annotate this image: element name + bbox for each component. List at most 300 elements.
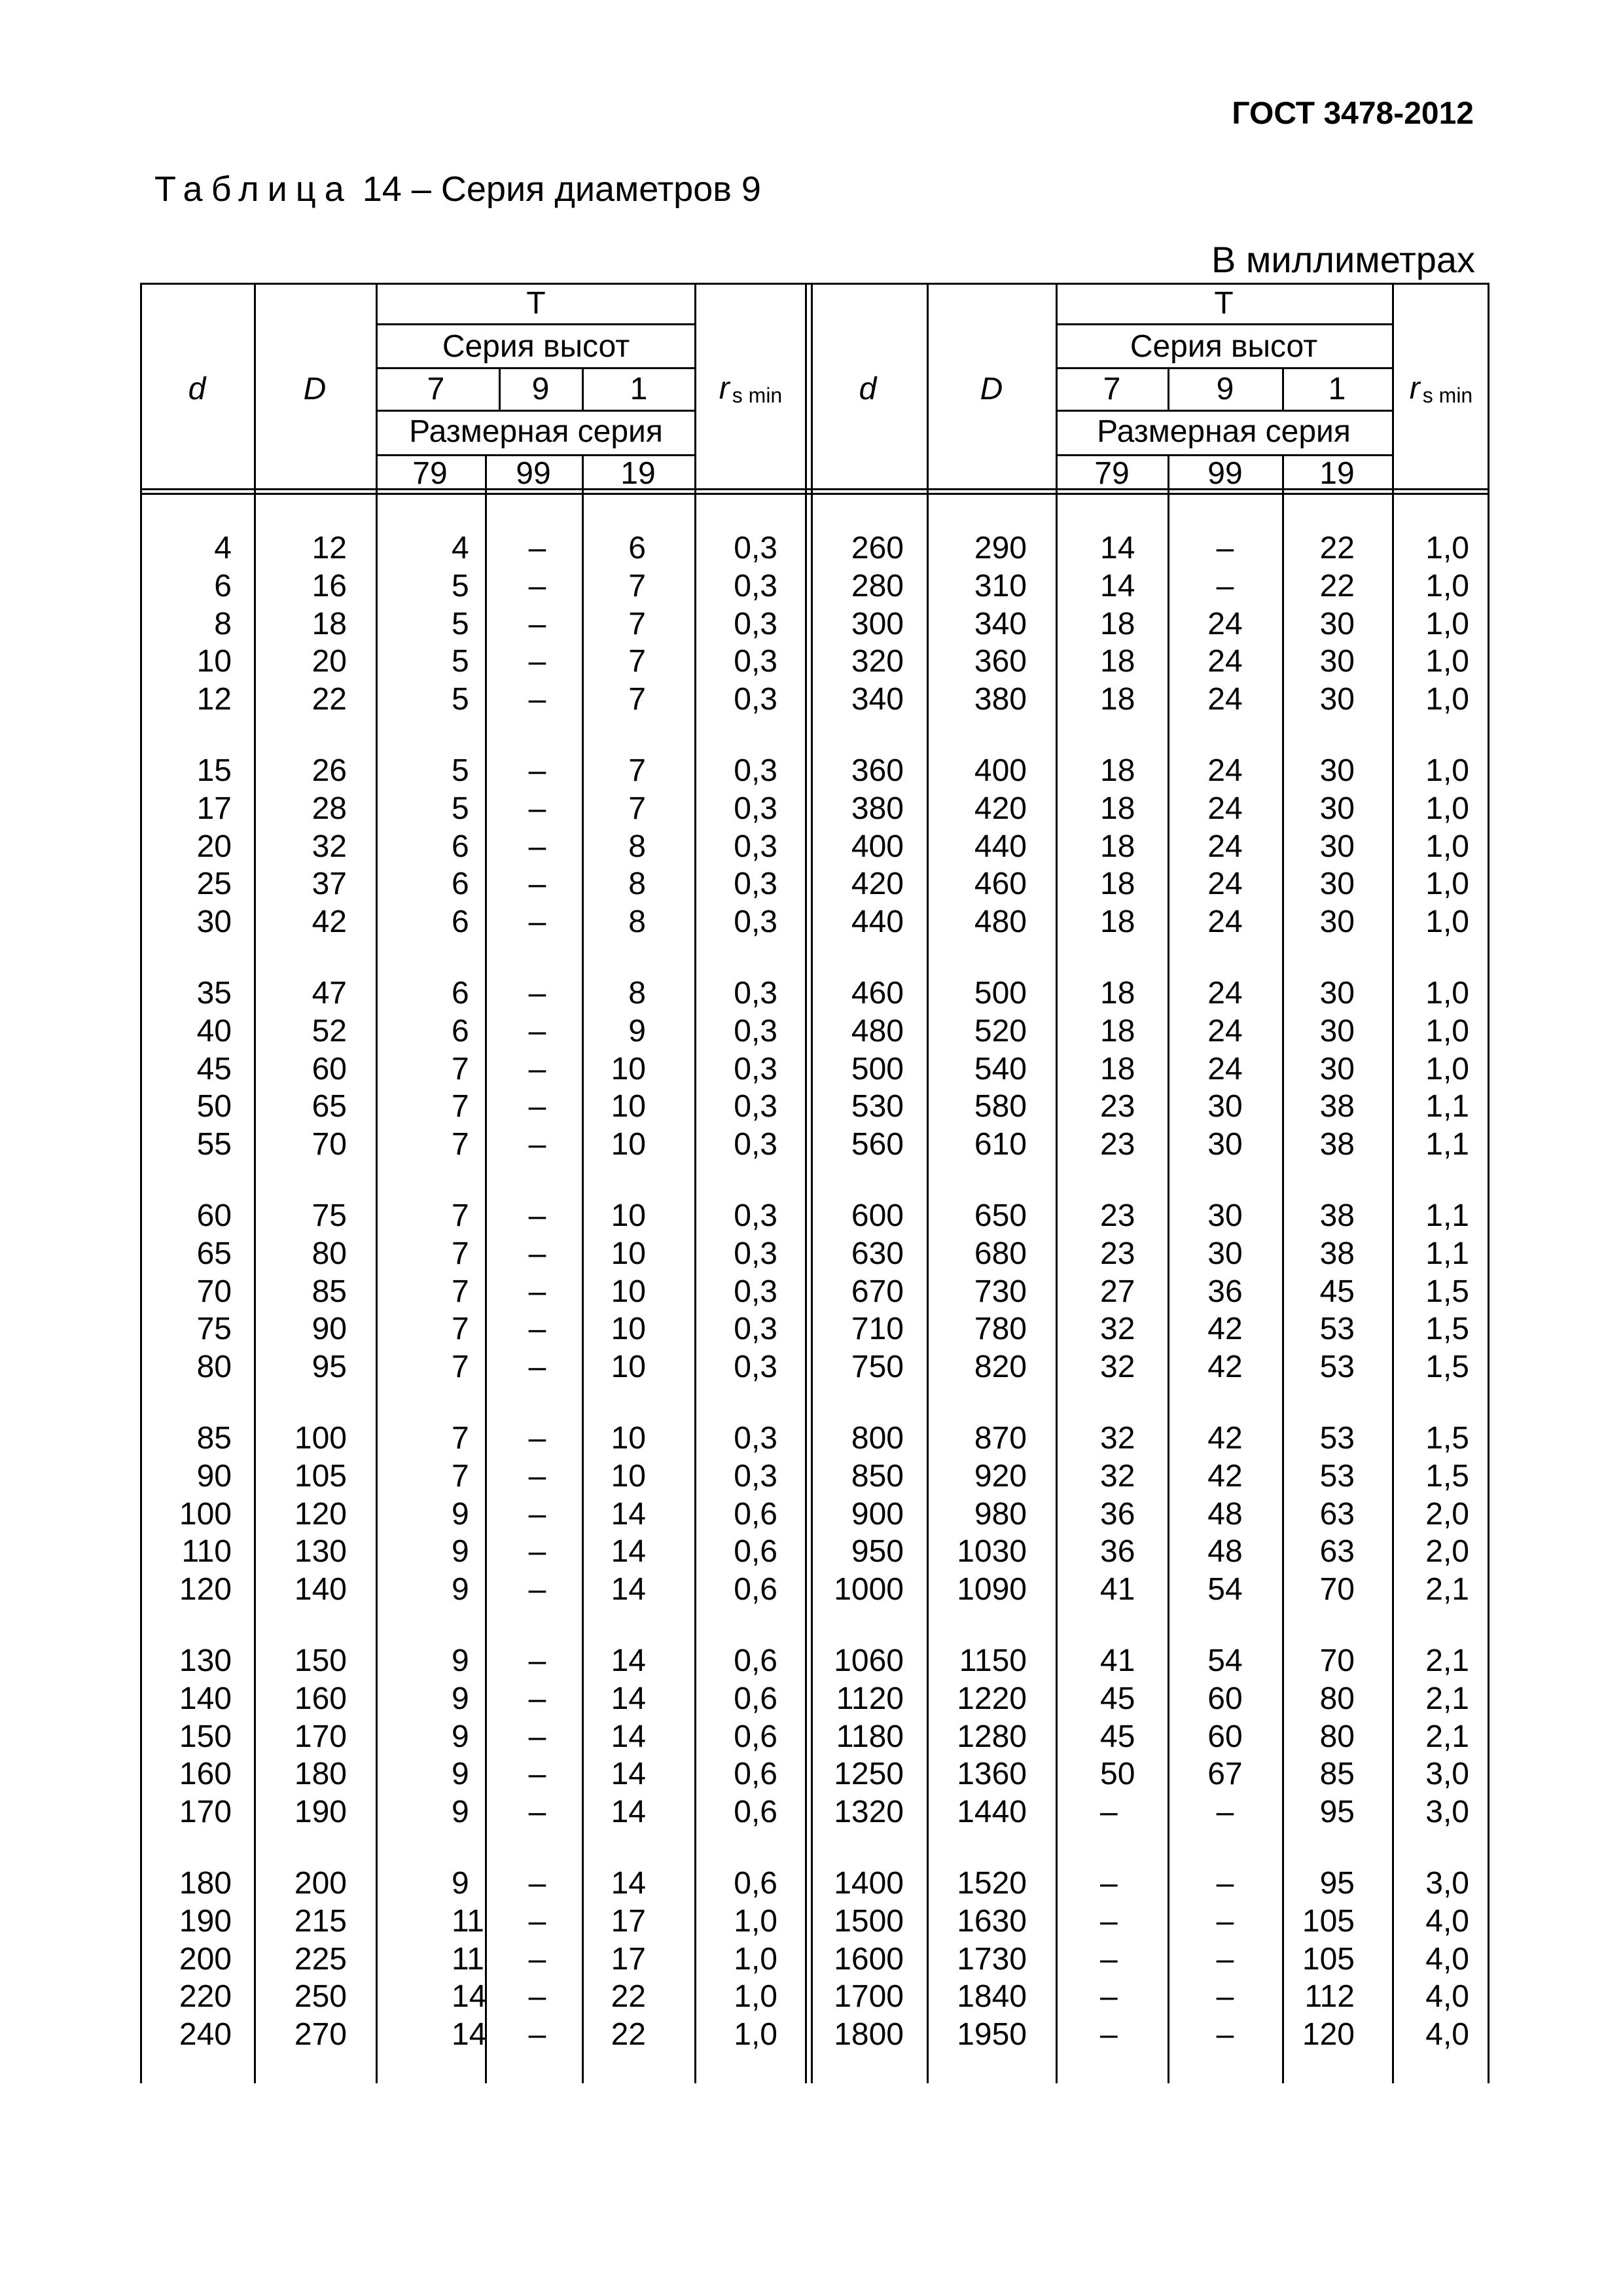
cell-D-right: 780 [974, 1312, 1027, 1347]
cell-t7-right: 41 [1100, 1572, 1135, 1607]
cell-t7-left: 9 [452, 1757, 469, 1792]
cell-rsmin-left: 0,3 [734, 1350, 777, 1385]
cell-d-left: 17 [196, 791, 232, 826]
cell-D-right: 1090 [957, 1572, 1027, 1607]
cell-t1-left: 10 [611, 1350, 646, 1385]
cell-rsmin-right: 1,5 [1425, 1350, 1469, 1385]
r-symbol: r [1409, 371, 1420, 406]
cell-D-right: 360 [974, 644, 1027, 679]
cell-t1-left: 7 [628, 644, 646, 679]
cell-d-right: 560 [851, 1127, 904, 1162]
cell-t1-right: 53 [1319, 1312, 1355, 1347]
cell-t9-right: 48 [1207, 1496, 1243, 1532]
cell-t1-right: 95 [1319, 1866, 1355, 1901]
cell-D-right: 1150 [959, 1643, 1027, 1678]
cell-D-right: 1840 [957, 1979, 1027, 2015]
cell-t1-right: 30 [1319, 905, 1355, 940]
cell-t1-left: 17 [611, 1903, 646, 1939]
cell-d-right: 1060 [834, 1643, 904, 1678]
cell-rsmin-left: 0,3 [734, 1421, 777, 1456]
cell-d-left: 35 [196, 976, 232, 1011]
cell-t1-left: 8 [628, 829, 646, 864]
cell-d-right: 400 [851, 829, 904, 864]
column-divider [376, 283, 378, 2083]
cell-t9-right: 24 [1207, 682, 1243, 717]
cell-rsmin-left: 0,6 [734, 1866, 777, 1901]
cell-rsmin-right: 1,5 [1425, 1421, 1469, 1456]
cell-t7-left: 6 [452, 976, 469, 1011]
cell-rsmin-left: 0,3 [734, 1312, 777, 1347]
cell-t7-right: 36 [1100, 1534, 1135, 1570]
cell-t1-right: 30 [1319, 829, 1355, 864]
r-subscript: s min [732, 384, 783, 407]
cell-t7-right: 32 [1100, 1312, 1135, 1347]
cell-t1-left: 22 [611, 1979, 646, 2015]
cell-rsmin-right: 1,0 [1425, 682, 1469, 717]
cell-D-right: 1630 [957, 1903, 1027, 1939]
cell-rsmin-left: 1,0 [734, 2017, 777, 2053]
cell-t1-right: 38 [1319, 1198, 1355, 1233]
cell-t9-left: – [528, 1866, 546, 1901]
cell-t1-left: 9 [628, 1013, 646, 1049]
cell-t7-right: 18 [1100, 976, 1135, 1011]
cell-D-left: 60 [312, 1051, 347, 1086]
cell-D-left: 90 [312, 1312, 347, 1347]
cell-t7-right: 50 [1100, 1757, 1135, 1792]
cell-t9-right: 30 [1207, 1198, 1243, 1233]
cell-d-right: 420 [851, 867, 904, 902]
column-divider [694, 283, 696, 2083]
cell-D-left: 180 [294, 1757, 347, 1792]
cell-d-right: 1600 [834, 1941, 904, 1977]
cell-d-right: 280 [851, 568, 904, 603]
cell-t9-left: – [528, 531, 546, 565]
cell-D-right: 500 [974, 976, 1027, 1011]
cell-rsmin-left: 1,0 [734, 1903, 777, 1939]
cell-d-left: 110 [181, 1534, 232, 1570]
cell-D-left: 140 [294, 1572, 347, 1607]
cell-t9-right: 67 [1207, 1757, 1243, 1792]
cell-d-right: 1000 [834, 1572, 904, 1607]
cell-rsmin-left: 0,3 [734, 1089, 777, 1124]
cell-t9-left: – [528, 753, 546, 788]
cell-rsmin-right: 2,1 [1425, 1681, 1469, 1716]
table-border-right [1488, 283, 1489, 2083]
cell-t9-left: – [528, 1421, 546, 1456]
cell-rsmin-right: 2,0 [1425, 1496, 1469, 1532]
cell-t9-left: – [528, 1534, 546, 1570]
cell-d-left: 90 [196, 1458, 232, 1494]
cell-t9-right: 24 [1207, 1013, 1243, 1049]
cell-t1-left: 10 [611, 1127, 646, 1162]
header-divider [376, 410, 696, 412]
cell-t9-right: – [1216, 2017, 1234, 2053]
cell-D-left: 22 [312, 682, 347, 717]
cell-rsmin-left: 0,3 [734, 1236, 777, 1271]
cell-rsmin-left: 0,3 [734, 644, 777, 679]
cell-rsmin-left: 0,3 [734, 1198, 777, 1233]
cell-rsmin-right: 1,1 [1425, 1127, 1469, 1162]
cell-D-right: 340 [974, 606, 1027, 641]
cell-t1-right: 63 [1319, 1534, 1355, 1570]
cell-t1-left: 14 [611, 1643, 646, 1678]
cell-t9-left: – [528, 1198, 546, 1233]
cell-rsmin-right: 1,0 [1425, 606, 1469, 641]
cell-t7-left: 9 [452, 1496, 469, 1532]
cell-t1-right: 38 [1319, 1236, 1355, 1271]
cell-t7-right: – [1100, 1979, 1118, 2015]
cell-D-right: 1030 [957, 1534, 1027, 1570]
cell-t9-right: 24 [1207, 644, 1243, 679]
cell-rsmin-right: 1,0 [1425, 867, 1469, 902]
cell-rsmin-left: 0,3 [734, 1127, 777, 1162]
cell-D-left: 32 [312, 829, 347, 864]
r-symbol: r [719, 371, 730, 406]
header-dimension-series: Размерная серия [1097, 414, 1351, 449]
cell-t1-right: 22 [1319, 568, 1355, 603]
header-r-smin [1410, 373, 1472, 406]
cell-t7-right: 32 [1100, 1350, 1135, 1385]
cell-t7-left: 9 [452, 1719, 469, 1754]
cell-rsmin-left: 0,3 [734, 867, 777, 902]
cell-t1-left: 7 [628, 791, 646, 826]
cell-rsmin-left: 1,0 [734, 1941, 777, 1977]
cell-t1-right: 38 [1319, 1089, 1355, 1124]
cell-t1-right: 105 [1302, 1941, 1355, 1977]
cell-t1-left: 7 [628, 568, 646, 603]
cell-t1-left: 14 [611, 1757, 646, 1792]
cell-rsmin-left: 0,6 [734, 1496, 777, 1532]
cell-D-right: 920 [974, 1458, 1027, 1494]
cell-rsmin-right: 2,1 [1425, 1719, 1469, 1754]
cell-t1-right: 30 [1319, 1051, 1355, 1086]
cell-t9-right: – [1216, 568, 1234, 603]
cell-t9-left: – [528, 1051, 546, 1086]
cell-d-right: 670 [851, 1274, 904, 1309]
cell-t7-right: 18 [1100, 606, 1135, 641]
cell-t7-right: 18 [1100, 829, 1135, 864]
cell-t9-left: – [528, 682, 546, 717]
cell-t7-left: 5 [452, 682, 469, 717]
header-r-smin [719, 373, 782, 406]
cell-t9-left: – [528, 1572, 546, 1607]
cell-D-left: 26 [312, 753, 347, 788]
cell-t7-right: 41 [1100, 1643, 1135, 1678]
cell-D-right: 290 [974, 531, 1027, 565]
cell-t1-left: 14 [611, 1795, 646, 1830]
cell-d-left: 30 [196, 905, 232, 940]
cell-t7-right: 18 [1100, 905, 1135, 940]
cell-rsmin-right: 2,0 [1425, 1534, 1469, 1570]
cell-rsmin-right: 3,0 [1425, 1866, 1469, 1901]
cell-t7-right: 45 [1100, 1681, 1135, 1716]
cell-t7-left: 7 [452, 1312, 469, 1347]
table-title [154, 169, 761, 209]
cell-t9-right: 48 [1207, 1534, 1243, 1570]
cell-t1-right: 30 [1319, 1013, 1355, 1049]
cell-D-left: 80 [312, 1236, 347, 1271]
cell-t9-right: – [1216, 1795, 1234, 1830]
cell-t9-right: 60 [1207, 1719, 1243, 1754]
column-divider [1392, 283, 1394, 2083]
cell-t1-right: 30 [1319, 644, 1355, 679]
header-height-7: 7 [427, 372, 445, 406]
cell-t1-right: 22 [1319, 531, 1355, 565]
cell-t7-right: 18 [1100, 867, 1135, 902]
cell-t9-right: 60 [1207, 1681, 1243, 1716]
cell-d-left: 4 [214, 531, 232, 565]
cell-t9-right: – [1216, 1979, 1234, 2015]
cell-D-left: 270 [294, 2017, 347, 2053]
cell-t1-right: 105 [1302, 1903, 1355, 1939]
cell-rsmin-right: 1,0 [1425, 753, 1469, 788]
table-label: Таблица [154, 170, 353, 209]
column-divider [927, 283, 929, 2083]
cell-t7-left: 14 [452, 2017, 487, 2053]
cell-d-right: 1500 [834, 1903, 904, 1939]
cell-D-right: 520 [974, 1013, 1027, 1049]
cell-d-left: 12 [196, 682, 232, 717]
cell-t7-left: 7 [452, 1274, 469, 1309]
cell-d-right: 1120 [836, 1681, 904, 1716]
cell-t9-right: 42 [1207, 1350, 1243, 1385]
cell-rsmin-left: 0,6 [734, 1681, 777, 1716]
cell-t1-left: 10 [611, 1089, 646, 1124]
cell-t7-right: 23 [1100, 1198, 1135, 1233]
table-title-text: Серия диаметров 9 [440, 170, 761, 209]
cell-t1-left: 17 [611, 1941, 646, 1977]
header-divider [1056, 367, 1394, 369]
cell-D-left: 105 [294, 1458, 347, 1494]
header-D: D [980, 372, 1003, 406]
cell-t7-right: 32 [1100, 1421, 1135, 1456]
cell-t9-left: – [528, 2017, 546, 2053]
column-divider [254, 283, 256, 2083]
cell-t9-right: – [1216, 1941, 1234, 1977]
cell-d-right: 630 [851, 1236, 904, 1271]
header-divider [1056, 323, 1394, 325]
header-height-9: 9 [531, 372, 550, 406]
cell-rsmin-left: 0,6 [734, 1534, 777, 1570]
header-d: d [188, 372, 206, 406]
cell-rsmin-right: 1,5 [1425, 1312, 1469, 1347]
header-T: T [526, 286, 546, 321]
cell-t7-left: 11 [452, 1903, 484, 1939]
header-dim-79: 79 [412, 456, 448, 491]
cell-t1-left: 8 [628, 867, 646, 902]
cell-t9-left: – [528, 1013, 546, 1049]
cell-t1-left: 10 [611, 1236, 646, 1271]
cell-t9-right: – [1216, 1903, 1234, 1939]
cell-t9-right: 24 [1207, 606, 1243, 641]
cell-t9-right: 24 [1207, 1051, 1243, 1086]
cell-rsmin-right: 4,0 [1425, 2017, 1469, 2053]
cell-d-right: 360 [851, 753, 904, 788]
cell-d-left: 170 [179, 1795, 232, 1830]
cell-t1-right: 30 [1319, 976, 1355, 1011]
column-divider [1168, 456, 1169, 2083]
cell-D-right: 540 [974, 1051, 1027, 1086]
cell-rsmin-right: 1,0 [1425, 905, 1469, 940]
cell-t7-left: 9 [452, 1643, 469, 1678]
cell-t9-left: – [528, 1979, 546, 2015]
cell-t9-left: – [528, 1643, 546, 1678]
column-divider [1168, 369, 1169, 411]
cell-rsmin-right: 2,1 [1425, 1643, 1469, 1678]
cell-d-left: 40 [196, 1013, 232, 1049]
table-split-double-line [805, 283, 813, 2083]
cell-d-right: 1400 [834, 1866, 904, 1901]
cell-t1-left: 7 [628, 606, 646, 641]
dimensions-table [140, 283, 1489, 2083]
cell-t9-left: – [528, 1941, 546, 1977]
header-T: T [1214, 286, 1234, 321]
header-height-7: 7 [1103, 372, 1121, 406]
cell-t7-right: – [1100, 2017, 1118, 2053]
cell-d-left: 180 [179, 1866, 232, 1901]
cell-rsmin-right: 1,0 [1425, 829, 1469, 864]
cell-rsmin-left: 0,6 [734, 1643, 777, 1678]
cell-t1-left: 10 [611, 1051, 646, 1086]
cell-d-left: 120 [179, 1572, 232, 1607]
cell-t7-left: 5 [452, 568, 469, 603]
cell-rsmin-left: 0,3 [734, 905, 777, 940]
cell-t7-left: 6 [452, 867, 469, 902]
cell-t9-left: – [528, 829, 546, 864]
cell-rsmin-right: 1,0 [1425, 1013, 1469, 1049]
cell-t1-left: 10 [611, 1198, 646, 1233]
cell-D-right: 580 [974, 1089, 1027, 1124]
cell-t7-left: 11 [452, 1941, 484, 1977]
cell-t7-left: 9 [452, 1795, 469, 1830]
cell-t9-right: 30 [1207, 1089, 1243, 1124]
cell-D-left: 47 [312, 976, 347, 1011]
cell-d-left: 80 [196, 1350, 232, 1385]
cell-rsmin-right: 1,1 [1425, 1089, 1469, 1124]
cell-t7-left: 5 [452, 753, 469, 788]
cell-rsmin-right: 1,0 [1425, 644, 1469, 679]
cell-D-left: 18 [312, 606, 347, 641]
cell-d-right: 530 [851, 1089, 904, 1124]
cell-rsmin-left: 0,6 [734, 1795, 777, 1830]
header-height-1: 1 [630, 372, 648, 406]
cell-D-left: 16 [312, 568, 347, 603]
cell-t7-left: 5 [452, 791, 469, 826]
cell-t7-left: 14 [452, 1979, 487, 2015]
cell-t9-left: – [528, 1274, 546, 1309]
cell-rsmin-left: 0,3 [734, 976, 777, 1011]
cell-rsmin-left: 0,3 [734, 753, 777, 788]
cell-D-left: 42 [312, 905, 347, 940]
cell-t9-left: – [528, 1795, 546, 1830]
cell-t1-right: 95 [1319, 1795, 1355, 1830]
cell-D-left: 20 [312, 644, 347, 679]
cell-t9-right: 42 [1207, 1312, 1243, 1347]
header-dim-99: 99 [1207, 456, 1243, 491]
cell-D-left: 160 [294, 1681, 347, 1716]
cell-t9-left: – [528, 1757, 546, 1792]
column-divider [582, 456, 584, 2083]
cell-t7-right: 14 [1100, 531, 1135, 565]
cell-t1-left: 10 [611, 1458, 646, 1494]
cell-t1-right: 63 [1319, 1496, 1355, 1532]
cell-t1-left: 6 [628, 531, 646, 565]
cell-D-left: 37 [312, 867, 347, 902]
cell-t1-right: 70 [1319, 1572, 1355, 1607]
header-D: D [303, 372, 327, 406]
cell-rsmin-left: 0,6 [734, 1757, 777, 1792]
cell-t9-right: 36 [1207, 1274, 1243, 1309]
cell-D-right: 650 [974, 1198, 1027, 1233]
cell-t1-right: 53 [1319, 1350, 1355, 1385]
cell-d-left: 200 [179, 1941, 232, 1977]
cell-d-left: 150 [179, 1719, 232, 1754]
cell-t7-left: 9 [452, 1572, 469, 1607]
cell-t7-right: 18 [1100, 1013, 1135, 1049]
cell-D-right: 380 [974, 682, 1027, 717]
cell-d-left: 45 [196, 1051, 232, 1086]
cell-D-right: 1730 [957, 1941, 1027, 1977]
cell-D-left: 70 [312, 1127, 347, 1162]
cell-D-right: 480 [974, 905, 1027, 940]
cell-t9-right: 30 [1207, 1236, 1243, 1271]
cell-d-right: 950 [851, 1534, 904, 1570]
cell-D-left: 100 [294, 1421, 347, 1456]
cell-t7-left: 7 [452, 1127, 469, 1162]
cell-d-left: 15 [196, 753, 232, 788]
table-border-top [140, 283, 1489, 285]
cell-t1-right: 30 [1319, 606, 1355, 641]
cell-D-right: 460 [974, 867, 1027, 902]
cell-D-right: 1950 [957, 2017, 1027, 2053]
cell-t1-right: 30 [1319, 791, 1355, 826]
cell-t9-left: – [528, 905, 546, 940]
cell-d-left: 65 [196, 1236, 232, 1271]
cell-d-right: 460 [851, 976, 904, 1011]
cell-t9-right: 24 [1207, 753, 1243, 788]
cell-t7-left: 7 [452, 1458, 469, 1494]
cell-t7-right: 45 [1100, 1719, 1135, 1754]
header-dimension-series: Размерная серия [409, 414, 663, 449]
cell-D-right: 980 [974, 1496, 1027, 1532]
title-dash: – [411, 170, 431, 209]
column-divider [582, 369, 584, 411]
cell-d-right: 600 [851, 1198, 904, 1233]
cell-D-left: 130 [294, 1534, 347, 1570]
cell-d-left: 25 [196, 867, 232, 902]
cell-d-right: 300 [851, 606, 904, 641]
cell-D-right: 1280 [957, 1719, 1027, 1754]
cell-D-left: 215 [294, 1903, 347, 1939]
header-dim-99: 99 [516, 456, 551, 491]
cell-t1-right: 80 [1319, 1681, 1355, 1716]
cell-d-right: 480 [851, 1013, 904, 1049]
cell-D-right: 820 [974, 1350, 1027, 1385]
cell-t1-right: 45 [1319, 1274, 1355, 1309]
cell-t9-right: 42 [1207, 1421, 1243, 1456]
cell-rsmin-left: 0,3 [734, 1013, 777, 1049]
cell-d-right: 710 [851, 1312, 904, 1347]
cell-t7-right: – [1100, 1795, 1118, 1830]
header-height-series: Серия высот [442, 329, 630, 364]
cell-D-left: 12 [312, 531, 347, 565]
cell-D-left: 52 [312, 1013, 347, 1049]
column-divider [485, 456, 487, 2083]
cell-rsmin-right: 4,0 [1425, 1903, 1469, 1939]
cell-t9-right: 54 [1207, 1643, 1243, 1678]
cell-t9-right: 24 [1207, 791, 1243, 826]
cell-t1-right: 30 [1319, 753, 1355, 788]
